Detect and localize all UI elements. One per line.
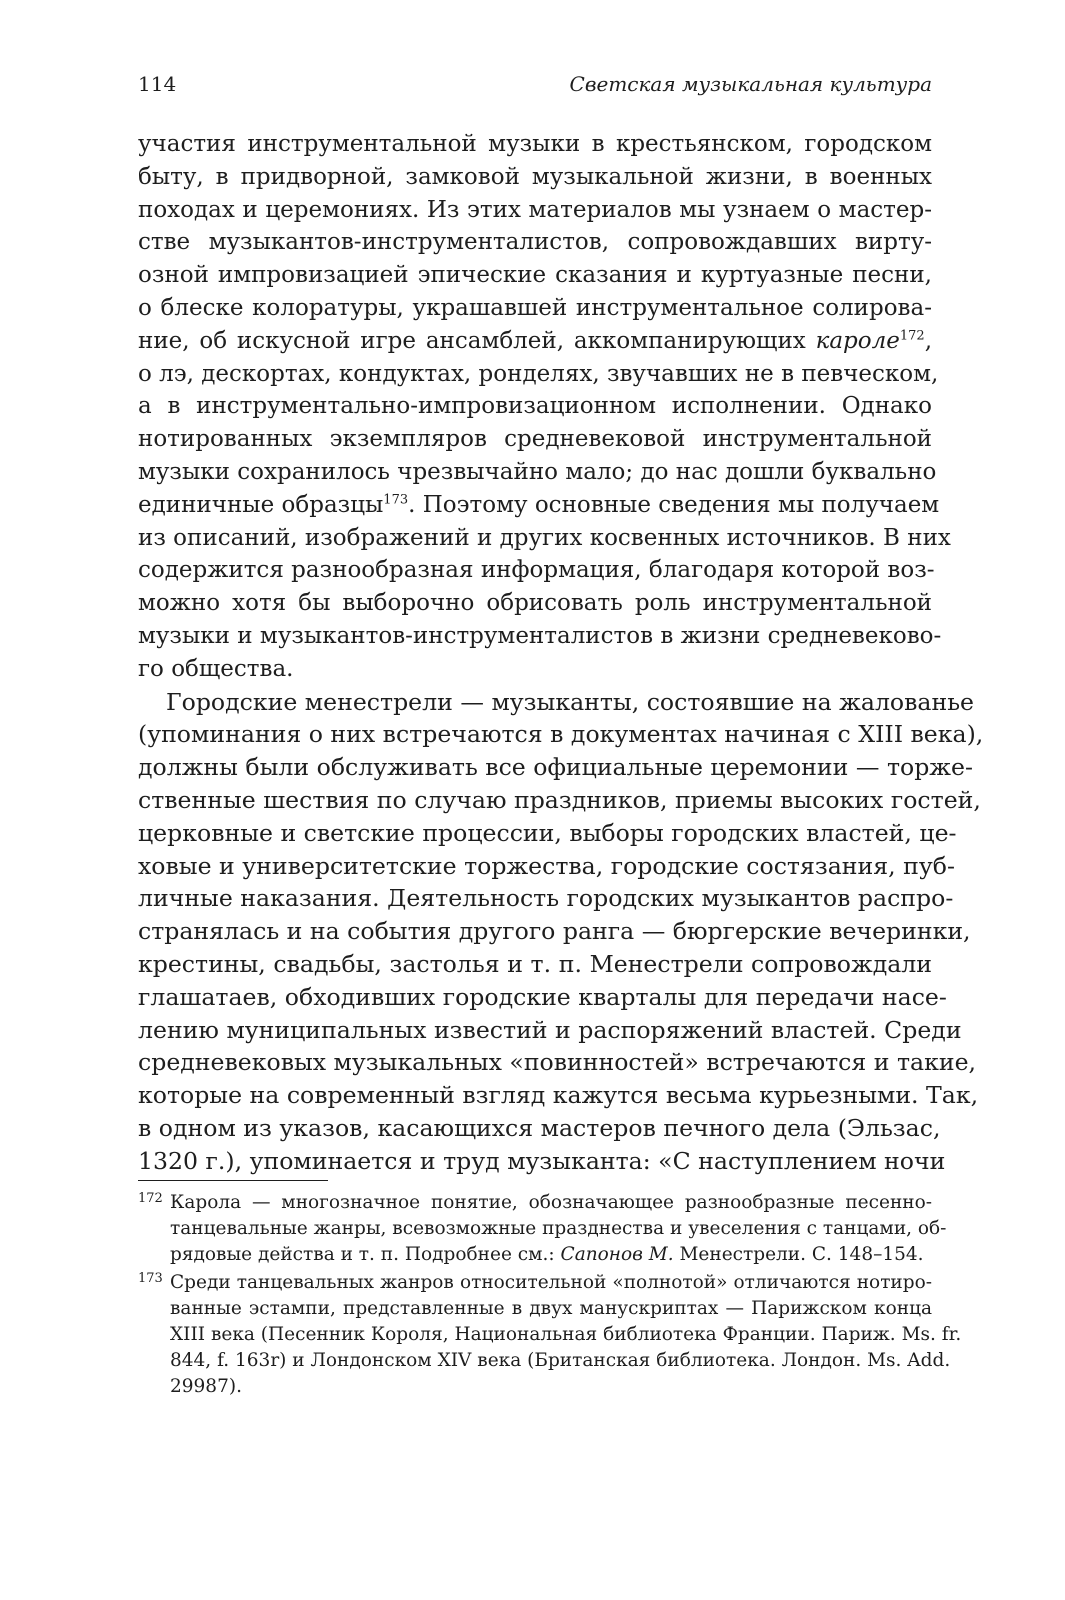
footnote-mark: 173 [138, 1271, 163, 1286]
text-line: озной импровизацией эпические сказания и куртуазные песни, [138, 262, 932, 289]
page-number: 114 [138, 72, 177, 96]
footnote-172 [138, 1190, 947, 1268]
text-line: должны были обслуживать все официальные церемонии — торже- [138, 753, 973, 782]
footnote-line: XIII века (Песенник Короля, Национальная библиотека Франции. Париж. Ms. fr. [170, 1324, 962, 1345]
text-line: Городские менестрели — музыканты, состоявшие на жалованье [166, 687, 975, 716]
text-line: 1320 г.), упоминается и труд музыканта: «С наступлением ночи [138, 1146, 946, 1175]
paragraph-2 [138, 686, 984, 1178]
text-line: в одном из указов, касающихся мастеров печного дела (Эльзас, [138, 1113, 941, 1142]
footnote-line: 29987). [170, 1376, 242, 1397]
running-title: Светская музыкальная культура [569, 72, 932, 96]
text-line: лению муниципальных известий и распоряжений властей. Среди [138, 1015, 962, 1044]
text-line: го общества. [138, 655, 294, 682]
main-text [138, 128, 984, 1178]
text-line: быту, в придворной, замковой музыкальной жизни, в военных [138, 163, 932, 190]
text-line: участия инструментальной музыки в крестьянском, городском [138, 131, 932, 157]
footnote-mark: 172 [138, 1191, 163, 1206]
text-line: музыки сохранилось чрезвычайно мало; до нас дошли буквально [138, 458, 937, 485]
text-line: крестины, свадьбы, застолья и т. п. Менестрели сопровождали [138, 949, 932, 978]
text-line: о блеске колоратуры, украшавшей инструментальное солирова- [138, 294, 932, 321]
footnote-ref-172[interactable]: 172 [899, 328, 925, 344]
text-line: можно хотя бы выборочно обрисовать роль инструментальной [138, 590, 932, 617]
footnote-line [170, 1242, 932, 1268]
text-line: нотированных экземпляров средневековой инструментальной [138, 426, 932, 453]
text-line: которые на современный взгляд кажутся весьма курьезными. Так, [138, 1081, 979, 1110]
text-line: средневековых музыкальных «повинностей» встречаются и такие, [138, 1048, 977, 1077]
text-line: ховые и университетские торжества, городские состязания, пуб- [138, 851, 955, 880]
footnote-segment: рядовые действа и т. п. Подробнее см.: [170, 1244, 555, 1265]
footnote-line: 844, f. 163r) и Лондонском XIV века (Британская библиотека. Лондон. Ms. Add. [170, 1350, 951, 1371]
footnote-author: Сапонов М. [560, 1244, 674, 1265]
footnote-line: танцевальные жанры, всевозможные празднества и увеселения с танцами, об- [170, 1218, 947, 1239]
footnotes [138, 1190, 962, 1402]
footnote-line: ванные эстампи, представленные в двух манускриптах — Парижском конца [170, 1298, 932, 1319]
text-line: музыки и музыкантов-инструменталистов в жизни средневеково- [138, 622, 942, 649]
footnote-divider [138, 1180, 328, 1181]
text-line: стве музыкантов-инструменталистов, сопровождавших вирту- [138, 229, 932, 256]
footnote-segment: Менестрели. С. 148–154. [673, 1244, 924, 1265]
page-header [138, 72, 932, 106]
text-line: церковные и светские процессии, выборы городских властей, це- [138, 818, 957, 847]
text-line: о лэ, дескортах, кондуктах, ронделях, звучавших не в певческом, [138, 360, 939, 387]
text-line: ственные шествия по случаю праздников, приемы высоких гостей, [138, 785, 981, 814]
text-line: содержится разнообразная информация, благодаря которой воз- [138, 557, 935, 584]
text-line-with-footnote [138, 489, 940, 522]
text-line: личные наказания. Деятельность городских музыкантов распро- [138, 884, 954, 913]
footnote-ref-173[interactable]: 173 [383, 492, 409, 508]
text-segment: . Поэтому основные сведения мы получаем [408, 491, 940, 518]
paragraph-1 [138, 128, 951, 686]
text-line: из описаний, изображений и других косвенных источников. В них [138, 524, 951, 551]
footnote-line: Среди танцевальных жанров относительной «полнотой» отличаются нотиро- [170, 1272, 932, 1293]
text-line-with-footnote [138, 325, 932, 358]
text-segment: , [924, 327, 933, 354]
italic-term: кароле [815, 327, 900, 354]
text-line: походах и церемониях. Из этих материалов мы узнаем о мастер- [138, 196, 932, 223]
text-line: (упоминания о них встречаются в документах начиная с XIII века), [138, 720, 984, 749]
footnote-line: Карола — многозначное понятие, обозначающее разнообразные песенно- [170, 1192, 932, 1213]
text-line: странялась и на события другого ранга — бюргерские вечеринки, [138, 917, 971, 946]
text-segment: единичные образцы [138, 491, 384, 518]
text-segment: ние, об искусной игре ансамблей, аккомпанирующих [138, 327, 806, 354]
text-line: а в инструментально-импровизационном исполнении. Однако [138, 393, 932, 420]
text-line: глашатаев, обходивших городские кварталы для передачи насе- [138, 982, 947, 1011]
footnote-173 [138, 1270, 962, 1400]
